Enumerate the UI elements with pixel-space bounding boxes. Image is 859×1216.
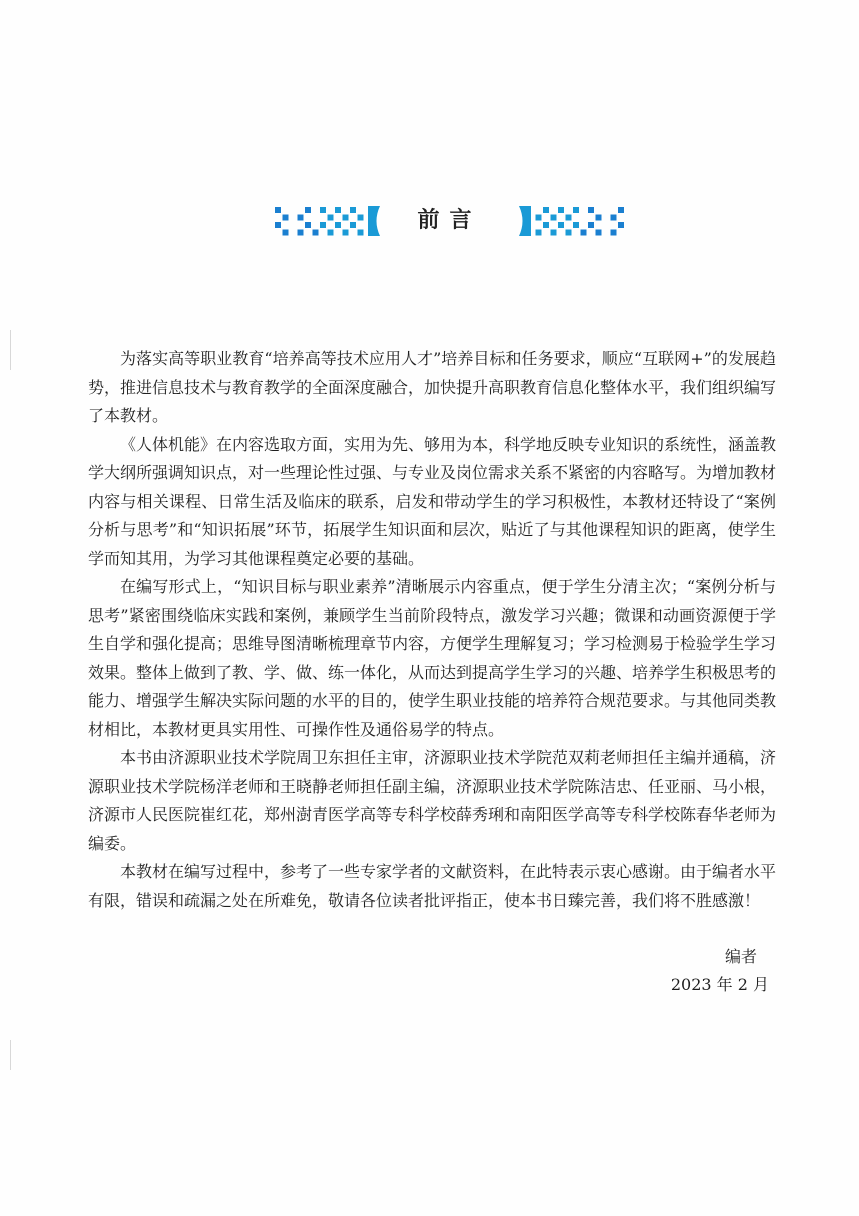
- decoration-pixel: [573, 207, 579, 213]
- scan-artifact-mark: [10, 330, 11, 370]
- decoration-pixel: [313, 230, 319, 236]
- decoration-pixel: [618, 222, 624, 228]
- right-pixel-decoration: [515, 204, 643, 238]
- decoration-pixel: [358, 215, 364, 221]
- decoration-pixel: [551, 215, 557, 221]
- decoration-pixel: [566, 215, 572, 221]
- decoration-pixel: [305, 207, 311, 213]
- decoration-pixel: [305, 222, 311, 228]
- decoration-pixel: [596, 230, 602, 236]
- decoration-pixel: [618, 207, 624, 213]
- decoration-pixel: [536, 230, 542, 236]
- decoration-pixel: [543, 222, 549, 228]
- decoration-pixel: [596, 215, 602, 221]
- paragraph-1: 为落实高等职业教育“培养高等技术应用人才”培养目标和任务要求，顺应“互联网+”的发展趋势，推进信息技术与教育教学的全面深度融合，加快提升高职教育信息化整体水平，我们组织编写了本教材。: [88, 349, 777, 425]
- scan-artifact-mark: [10, 1040, 11, 1070]
- decoration-pixel: [283, 230, 289, 236]
- decoration-pixel: [328, 230, 334, 236]
- decoration-pixel: [536, 215, 542, 221]
- decoration-pixel: [298, 230, 304, 236]
- decoration-pixel: [573, 222, 579, 228]
- decoration-pixel: [343, 215, 349, 221]
- decoration-pixel: [335, 207, 341, 213]
- preface-body: [88, 345, 776, 915]
- paragraph-5: 本教材在编写过程中，参考了一些专家学者的文献资料，在此特表示衷心感谢。由于编者水平有限，错误和疏漏之处在所难免，敬请各位读者批评指正，使本书日臻完善，我们将不胜感激！: [88, 862, 777, 910]
- decoration-pixel: [588, 222, 594, 228]
- decoration-pixel: [335, 222, 341, 228]
- title-banner: [256, 204, 643, 238]
- decoration-pixel: [350, 222, 356, 228]
- decoration-pixel: [581, 230, 587, 236]
- decoration-pixel: [558, 222, 564, 228]
- paragraph-2: 《人体机能》在内容选取方面，实用为先、够用为本，科学地反映专业知识的系统性，涵盖教学大纲所强调知识点，对一些理论性过强、与专业及岗位需求关系不紧密的内容略写。为增加教材内容与相关课程、日常生活及临床的联系，启发和带动学生的学习积极性，本教材还特设了“案例分析与思考”和“知识拓展”环节，拓展学生知识面和层次，贴近了与其他课程知识的距离，使学生学而知其用，为学习其他课程奠定必要的基础。: [88, 434, 777, 568]
- decoration-pixel: [298, 215, 304, 221]
- decoration-pixel: [350, 207, 356, 213]
- decoration-pixel: [588, 207, 594, 213]
- decoration-pixel: [320, 207, 326, 213]
- decoration-pixel: [358, 230, 364, 236]
- page-title: 前言: [417, 208, 482, 233]
- decoration-pixel: [275, 207, 281, 213]
- decoration-pixel: [551, 230, 557, 236]
- decoration-pixel: [283, 215, 289, 221]
- decoration-pixel: [611, 230, 617, 236]
- decoration-pixel: [543, 207, 549, 213]
- signature-date: 2023 年 2 月: [670, 975, 769, 994]
- decoration-pixel: [343, 230, 349, 236]
- decoration-pixel: [558, 207, 564, 213]
- decoration-pixel: [328, 215, 334, 221]
- paragraph-3: 在编写形式上，“知识目标与职业素养”清晰展示内容重点，便于学生分清主次；“案例分析与思考”紧密围绕临床实践和案例，兼顾学生当前阶段特点，激发学习兴趣；微课和动画资源便于学生自学和强化提高；思维导图清晰梳理章节内容，方便学生理解复习；学习检测易于检验学生学习效果。整体上做到了教、学、做、练一体化，从而达到提高学生学习的兴趣、培养学生积极思考的能力、增强学生解决实际问题的水平的目的，使学生职业技能的培养符合规范要求。与其他同类教材相比，本教材更具实用性、可操作性及通俗易学的特点。: [88, 577, 777, 739]
- paragraph-4: 本书由济源职业技术学院周卫东担任主审，济源职业技术学院范双莉老师担任主编并通稿，济源职业技术学院杨洋老师和王晓静老师担任副主编，济源职业技术学院陈洁忠、任亚丽、马小根，济源市人民医院崔红花，郑州澍青医学高等专科学校薛秀琍和南阳医学高等专科学校陈春华老师为编委。: [88, 748, 777, 853]
- left-pixel-decoration: [256, 204, 384, 238]
- decoration-pixel: [611, 215, 617, 221]
- decoration-pixel: [320, 222, 326, 228]
- signature-author: 编者: [724, 947, 757, 966]
- decoration-pixel: [275, 222, 281, 228]
- decoration-pixel: [566, 230, 572, 236]
